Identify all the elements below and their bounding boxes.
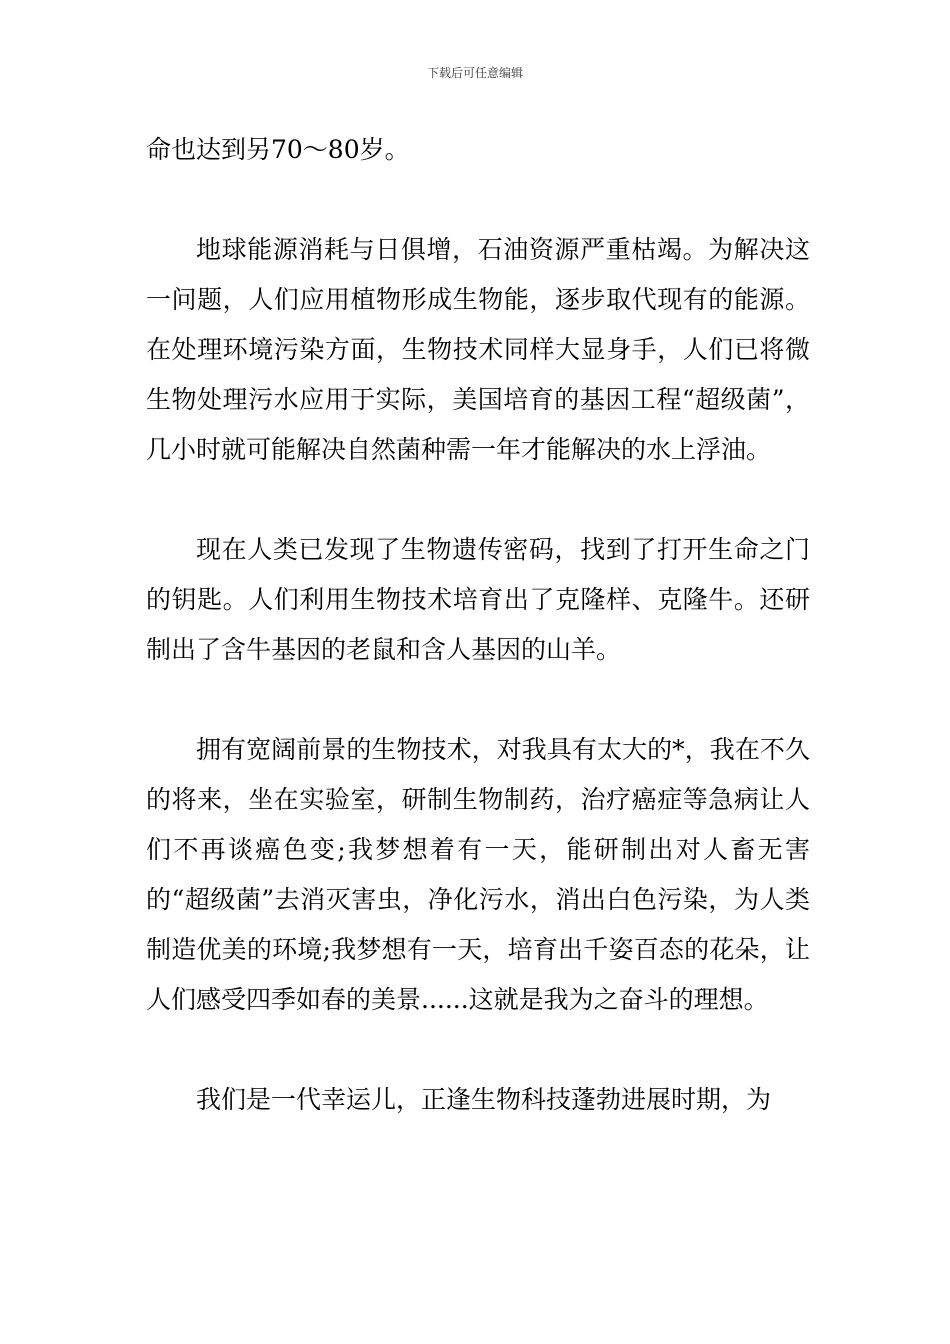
paragraph-genetics: 现在人类已发现了生物遗传密码，找到了打开生命之门的钥匙。人们利用生物技术培育出了克隆样、克隆牛。还研制出了含牛基因的老鼠和含人基因的山羊。 <box>146 535 810 664</box>
paragraph-closing: 我们是一代幸运儿，正逢生物科技蓬勃进展时期，为 <box>196 1085 772 1114</box>
paragraph-energy: 地球能源消耗与日俱增，石油资源严重枯竭。为解决这一问题，人们应用植物形成生物能，逐步取代现有的能源。在处理环境污染方面，生物技术同样大显身手，人们已将微生物处理污水应用于实际，美国培育的基因工程“超级菌”，几小时就可能解决自然菌种需一年才能解决的水上浮油。 <box>146 235 810 464</box>
paragraph-gap <box>146 1025 810 1075</box>
paragraph-gap <box>146 675 810 725</box>
paragraph-dream: 拥有宽阔前景的生物技术，对我具有太大的*，我在不久的将来，坐在实验室，研制生物制药，治疗癌症等急病让人们不再谈癌色变;我梦想着有一天，能研制出对人畜无害的“超级菌”去消灭害虫，净化污水，消出白色污染，为人类制造优美的环境;我梦想有一天，培育出千姿百态的花朵，让人们感受四季如春的美景......这就是我为之奋斗的理想。 <box>146 735 810 1014</box>
document-body <box>146 125 810 1125</box>
page-header: 下载后可任意编辑 <box>426 66 523 80</box>
paragraph-gap <box>146 175 810 225</box>
paragraph-continuation: 命也达到另70～80岁。 <box>146 135 410 164</box>
paragraph-gap <box>146 475 810 525</box>
